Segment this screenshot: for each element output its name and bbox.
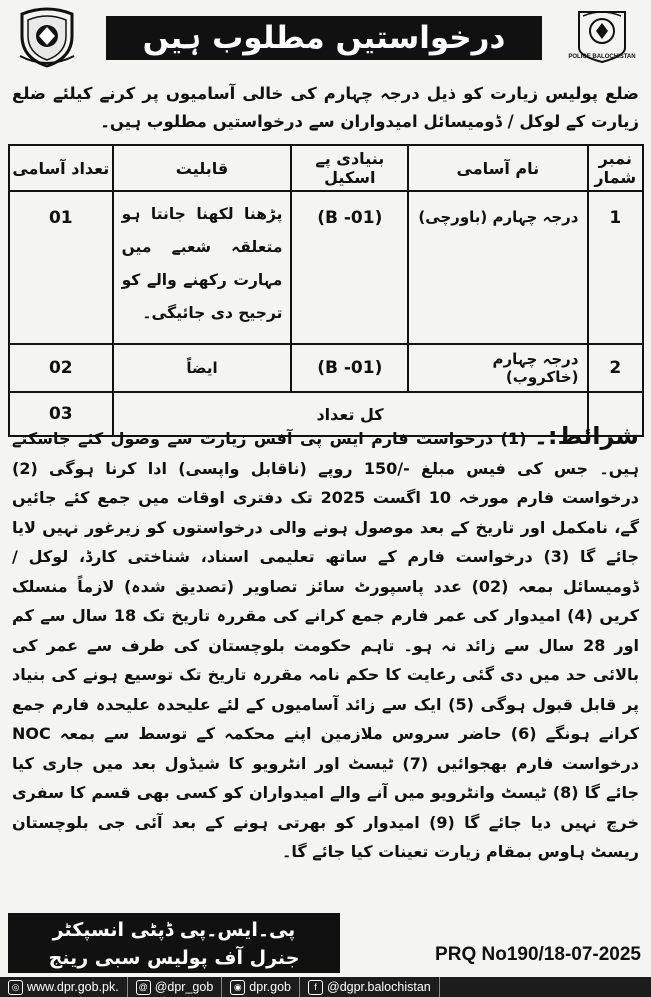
header-scale: بنیادی پے اسکیل [291,145,408,191]
instagram-icon: ◉ [230,980,245,995]
prq-number: PRQ No190/18-07-2025 [435,944,641,965]
facebook-icon: f [308,980,323,995]
header-post: نام آسامی [408,145,587,191]
footer-instagram[interactable] [222,977,300,997]
signature-line-1: پی۔ایس۔پی ڈپٹی انسپکٹر [52,919,296,941]
row-scale-value: (B -01) [317,208,383,228]
total-count: 03 [9,392,113,436]
row-scale [291,344,408,392]
footer-website[interactable] [0,977,128,997]
row-count: 02 [9,344,113,392]
row-scale [291,191,408,344]
header-qualification: قابلیت [113,145,292,191]
table-row [9,344,643,392]
table-header-row [9,145,643,191]
row-post: درجہ چہارم (خاکروب) [408,344,587,392]
table-row [9,191,643,344]
posts-table [8,144,644,437]
header-count: تعداد آسامی [9,145,113,191]
row-serial: 2 [588,344,643,392]
conditions-section [12,422,639,867]
police-balochistan-emblem-icon [569,6,635,68]
row-post: درجہ چہارم (باورچی) [408,191,587,344]
header-serial: نمبر شمار [588,145,643,191]
footer-instagram-text: dpr.gob [249,980,292,994]
conditions-heading: شرائط:۔ [533,422,639,450]
total-label: کل تعداد [113,392,588,436]
intro-text: ضلع پولیس زیارت کو ذیل درجہ چہارم کی خالی آسامیوں پر کرنے کیلئے ضلع زیارت کے لوکل / ڈومیسائل امیدواران سے درخواستیں مطلوب ہیں۔ [12,84,639,131]
footer-bar [0,977,651,997]
globe-icon: ◎ [8,980,23,995]
logo-caption: POLICE BALOCHISTAN [568,54,636,60]
footer-twitter[interactable] [128,977,223,997]
at-icon: @ [136,980,151,995]
footer-facebook[interactable] [300,977,440,997]
page-title: درخواستیں مطلوب ہیں [106,16,542,60]
row-serial: 1 [588,191,643,344]
signature-block [8,913,340,973]
footer-twitter-text: @dpr_gob [154,980,214,994]
balochistan-police-emblem-icon [14,6,80,68]
row-qualification: ایضاً [113,344,292,392]
row-scale-value: (B -01) [317,358,383,378]
row-count: 01 [9,191,113,344]
footer-website-text: www.dpr.gob.pk. [27,980,119,994]
footer-facebook-text: @dgpr.balochistan [327,980,431,994]
conditions-text: (1) درخواست فارم ایس پی آفس زیارت سے وصول کئے جاسکتے ہیں۔ جس کی فیس مبلغ -/150 روپے (ناقابل واپسی) ادا کرنا ہوگی (2) درخواست فارم مورخہ 10 اگست 2025 تک دفتری اوقات میں جمع کئے جائیں گے، نامکمل اور تاریخ کے بعد موصول ہونے والی درخواستوں کو زیرغور نہیں لایا جائے گا (3) درخواست فارم کے ساتھ تعلیمی اسناد، شناختی کارڈ، لوکل / ڈومیسائل بمعہ (02) عدد پاسپورٹ سائز تصاویر (تصدیق شدہ) لازماً منسلک کریں (4) امیدوار کی عمر فارم جمع کرانے کی مقررہ تاریخ تک 18 سال سے کم اور 28 سال سے زائد نہ ہو۔ تاہم حکومت بلوچستان کی طرف سے عمر کی بالائی حد میں دی گئی رعایت کا حکم نامہ مقررہ تاریخ تک توسیع ہونے کی بنیاد پر قابل قبول ہوگی (5) ایک سے زائد آسامیوں کے لئے علیحدہ علیحدہ فارم جمع کرانے ہونگے (6) حاضر سروس ملازمین اپنے محکمہ کے توسط سے بمعہ NOC درخواست فارم بھجوائیں (7) ٹیسٹ اور انٹرویو کا شیڈول بعد میں جاری کیا جائے گا (8) ٹیسٹ وانٹرویو میں آنے والے امیدواران کو کسی بھی قسم کا سفری خرچ نہیں دیا جائے گا (9) امیدوار کو بھرتی ہونے کے بعد آئی جی بلوچستان ریسٹ ہاوس بمقام زیارت تعینات کیا جائے گا۔ [12,429,640,861]
row-qualification: پڑھنا لکھنا جانتا ہو متعلقہ شعبے میں مہارت رکھنے والے کو ترجیح دی جائیگی۔ [113,191,292,344]
signature-line-2: جنرل آف پولیس سبی رینج [48,947,300,969]
